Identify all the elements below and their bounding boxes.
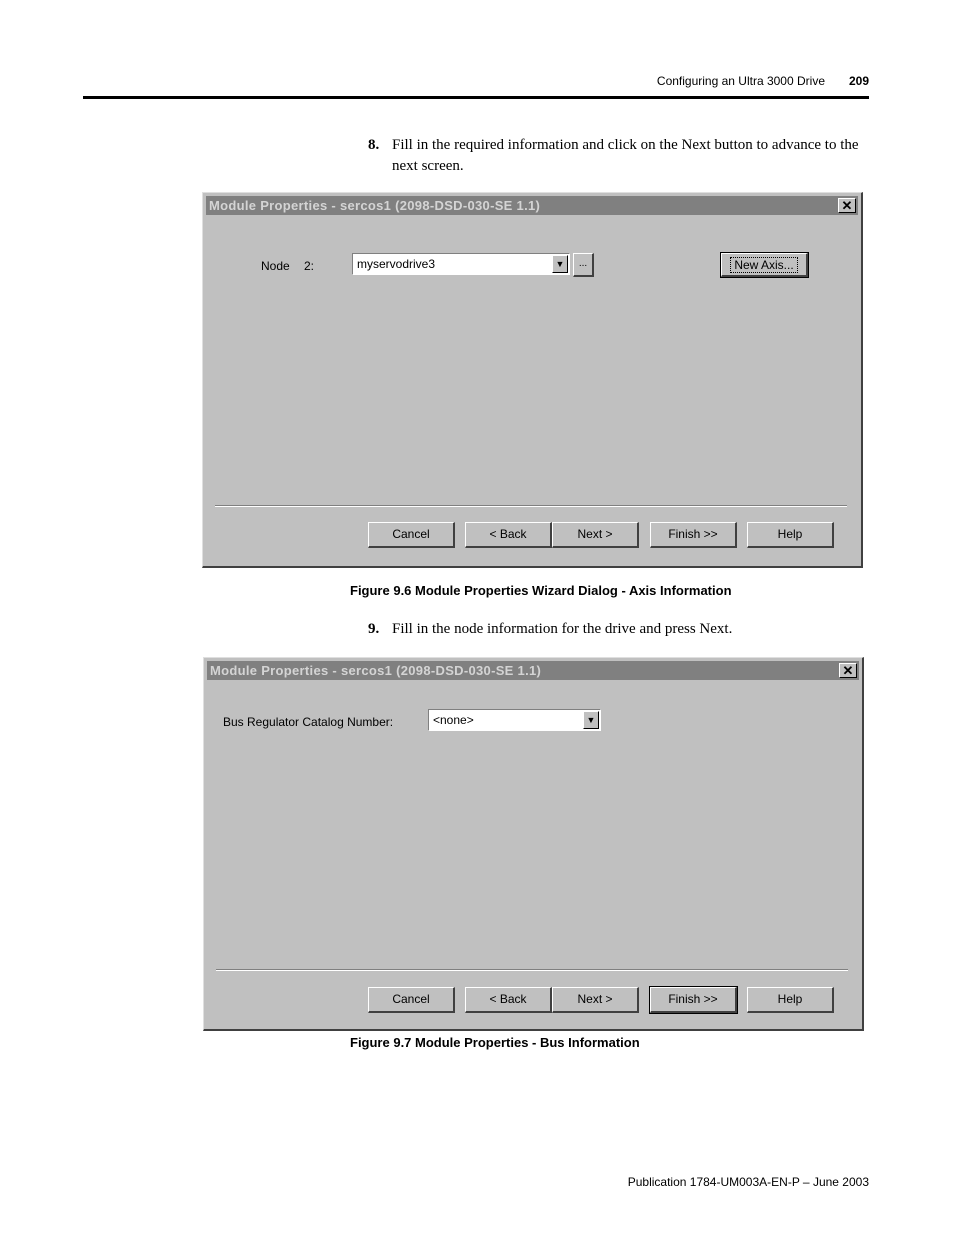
step-number: 9. bbox=[368, 621, 380, 637]
node-number: 2: bbox=[304, 259, 315, 273]
figure-caption-9-7: Figure 9.7 Module Properties - Bus Information bbox=[350, 1035, 640, 1050]
back-button[interactable]: < Back bbox=[465, 987, 552, 1013]
bus-regulator-combobox[interactable] bbox=[428, 709, 601, 731]
module-properties-dialog-bus bbox=[203, 657, 864, 1031]
next-button[interactable]: Next > bbox=[552, 987, 639, 1013]
step-9 bbox=[368, 619, 868, 641]
cancel-button[interactable]: Cancel bbox=[368, 522, 455, 548]
dialog-titlebar bbox=[207, 661, 859, 680]
bus-regulator-value: <none> bbox=[433, 713, 474, 727]
node-combobox-value: myservodrive3 bbox=[357, 257, 436, 271]
close-icon[interactable]: ✕ bbox=[838, 198, 856, 213]
help-button[interactable]: Help bbox=[747, 987, 834, 1013]
dialog-title: Module Properties - sercos1 (2098-DSD-030-SE 1.1) bbox=[209, 198, 541, 213]
dialog-titlebar bbox=[206, 196, 858, 215]
header-rule bbox=[83, 96, 869, 99]
dialog-separator bbox=[216, 969, 848, 971]
bus-regulator-label: Bus Regulator Catalog Number: bbox=[223, 715, 394, 729]
chevron-down-icon[interactable]: ▼ bbox=[552, 255, 568, 273]
finish-button[interactable]: Finish >> bbox=[650, 522, 737, 548]
new-axis-button[interactable] bbox=[721, 253, 808, 277]
module-properties-dialog-axis bbox=[202, 192, 863, 568]
running-header-title: Configuring an Ultra 3000 Drive bbox=[656, 74, 825, 88]
close-icon[interactable]: ✕ bbox=[839, 663, 857, 678]
back-button[interactable]: < Back bbox=[465, 522, 552, 548]
dialog-title: Module Properties - sercos1 (2098-DSD-030-SE 1.1) bbox=[210, 663, 542, 678]
new-axis-button-label: New Axis... bbox=[730, 257, 797, 273]
next-button[interactable]: Next > bbox=[552, 522, 639, 548]
help-button[interactable]: Help bbox=[747, 522, 834, 548]
node-label-text: Node bbox=[261, 259, 290, 273]
node-combobox[interactable] bbox=[352, 253, 570, 275]
dialog-separator bbox=[215, 505, 847, 507]
publication-footer: Publication 1784-UM003A-EN-P – June 2003 bbox=[627, 1175, 869, 1189]
step-8 bbox=[368, 135, 868, 179]
step-number: 8. bbox=[368, 137, 380, 153]
node-label bbox=[261, 259, 290, 273]
figure-caption-9-6: Figure 9.6 Module Properties Wizard Dialog - Axis Information bbox=[350, 583, 732, 598]
page-number: 209 bbox=[848, 74, 869, 88]
cancel-button[interactable]: Cancel bbox=[368, 987, 455, 1013]
chevron-down-icon[interactable]: ▼ bbox=[583, 711, 599, 729]
step-text: Fill in the node information for the drive and press Next. bbox=[392, 621, 733, 637]
browse-button[interactable]: ... bbox=[573, 253, 594, 277]
step-text: Fill in the required information and click on the Next button to advance to the next screen. bbox=[392, 137, 859, 174]
finish-button[interactable]: Finish >> bbox=[650, 987, 737, 1013]
